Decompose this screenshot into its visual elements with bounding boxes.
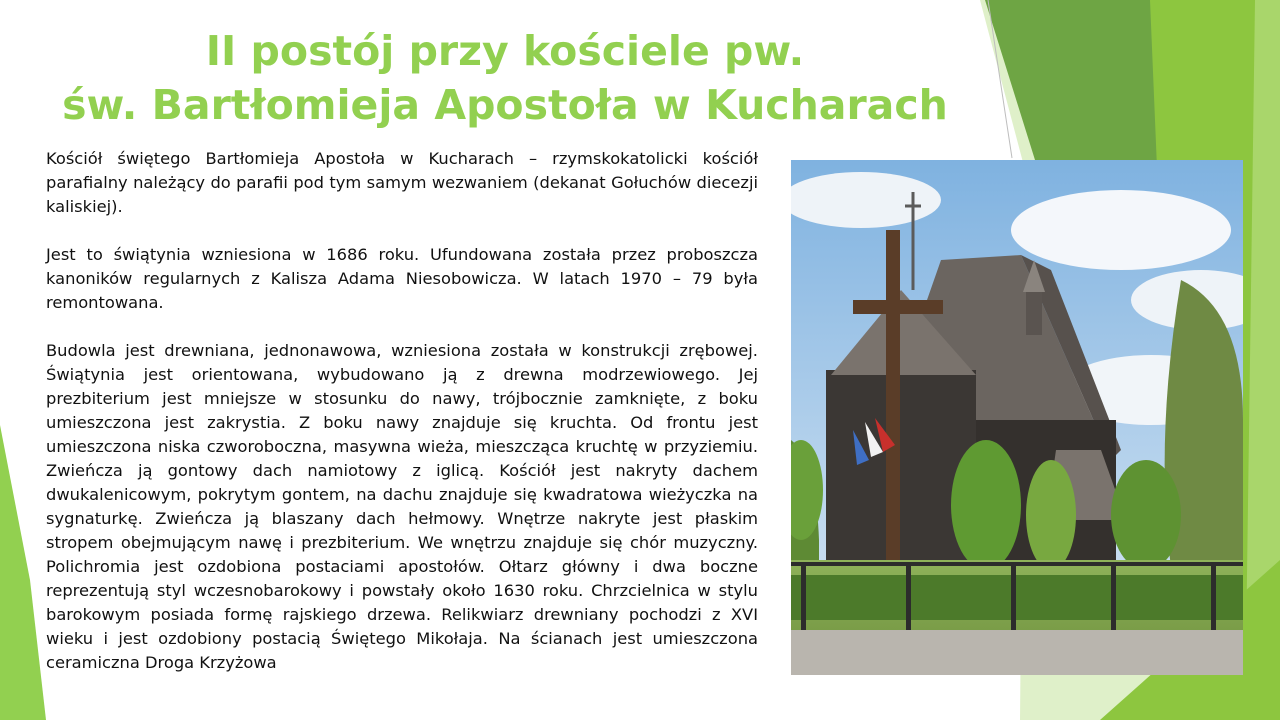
body-text: [46, 147, 758, 675]
church-photo-illustration: [791, 160, 1243, 675]
deco-left-edge-shape: [0, 425, 46, 720]
slide-title: [0, 24, 1010, 132]
church-photo: [791, 160, 1243, 675]
paragraph-2: Jest to świątynia wzniesiona w 1686 roku. Ufundowana została przez proboszcza kanoników regularnych z Kalisza Adama Niesobowicza. W latach 1970 – 79 była remontowana.: [46, 245, 758, 312]
church-wall: [826, 370, 976, 560]
fence-rail: [791, 562, 1243, 566]
path: [791, 630, 1243, 675]
deco-shape-dark: [985, 0, 1180, 160]
hedge: [791, 575, 1243, 620]
title-line-1: II postój przy kościele pw.: [205, 27, 805, 75]
cloud: [1011, 190, 1231, 270]
wooden-cross-beam: [853, 300, 943, 314]
bush: [1026, 460, 1076, 570]
paragraph-1: Kościół świętego Bartłomieja Apostoła w Kucharach – rzymskokatolicki kościół parafialny należący do parafii pod tym samym wezwaniem (dekanat Gołuchów diecezji kaliskiej).: [46, 149, 758, 216]
signature-turret: [1026, 290, 1042, 335]
bush: [951, 440, 1021, 570]
title-line-2: św. Bartłomieja Apostoła w Kucharach: [62, 81, 948, 129]
paragraph-3: Budowla jest drewniana, jednonawowa, wzniesiona została w konstrukcji zrębowej. Świątynia jest orientowana, wybudowano ją z drewna modrzewiowego. Jej prezbiterium jest mniejsze w stosunku do nawy, trójbocznie zamknięte, z boku umieszczona jest zakrystia. Z boku nawy znajduje się kruchta. Od frontu jest umieszczona niska czworoboczna, masywna wieża, mieszcząca kruchtę w przyziemiu. Zwieńcza ją gontowy dach namiotowy z iglicą. Kościół jest nakryty dachem dwukalenicowym, pokrytym gontem, na dachu znajduje się kwadratowa wieżyczka na sygnaturkę. Zwieńcza ją blaszany dach hełmowy. Wnętrze nakryte jest płaskim stropem obejmującym nawę i prezbiterium. We wnętrzu znajduje się chór muzyczny. Polichromia jest ozdobiona postaciami apostołów. Ołtarz główny i dwa boczne reprezentują styl wczesnobarokowy i powstały około 1630 roku. Chrzcielnica w stylu barokowym posiada formę rajskiego drzewa. Relikwiarz drewniany pochodzi z XVI wieku i jest ozdobiony postacią Świętego Mikołaja. Na ścianach jest umieszczona ceramiczna Droga Krzyżowa: [46, 341, 758, 672]
bush: [1111, 460, 1181, 570]
